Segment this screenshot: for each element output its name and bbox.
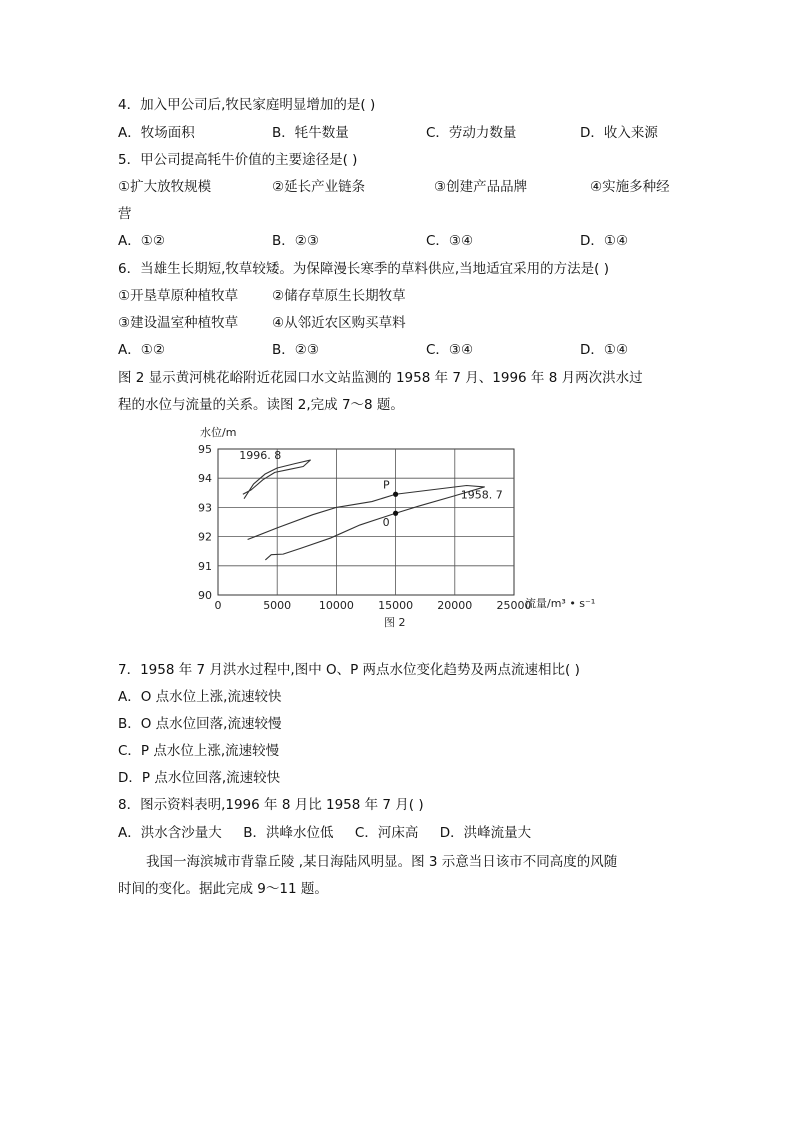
q5-item-4-wrap: 营 — [118, 206, 132, 222]
series-label-0: 1996. 8 — [239, 449, 282, 463]
marked-point-label-1: 0 — [382, 516, 390, 530]
q5-option-d: D．①④ — [580, 233, 629, 249]
x-tick-label: 0 — [214, 599, 222, 612]
q6-option-b: B．②③ — [272, 342, 319, 358]
marked-point-label-0: P — [382, 478, 390, 492]
marked-point-1 — [393, 511, 398, 516]
y-axis-title: 水位/m — [200, 426, 237, 439]
q4-option-a: A．牧场面积 — [118, 125, 195, 141]
q6-option-a: A．①② — [118, 342, 165, 358]
y-tick-label: 92 — [198, 530, 212, 544]
x-axis-title: 流量/m³ • s⁻¹ — [525, 597, 596, 610]
fig2-intro-line1: 图 2 显示黄河桃花峪附近花园口水文站监测的 1958 年 7 月、1996 年 8 月两次洪水过 — [118, 370, 643, 386]
q6-option-d: D．①④ — [580, 342, 629, 358]
q6-item-1: ①开垦草原种植牧草 — [118, 288, 239, 304]
water-level-flow-chart — [180, 420, 600, 635]
q5-option-a: A．①② — [118, 233, 165, 249]
series-line-0 — [243, 460, 310, 499]
fig3-intro-line1: 我国一海滨城市背靠丘陵 ,某日海陆风明显。图 3 示意当日该市不同高度的风随 — [146, 854, 618, 870]
y-tick-label: 95 — [198, 443, 212, 456]
y-tick-label: 94 — [198, 472, 212, 486]
x-tick-label: 10000 — [318, 599, 354, 612]
plot-frame — [218, 449, 514, 595]
q7-option-d: D．P 点水位回落,流速较快 — [118, 770, 281, 786]
x-tick-label: 15000 — [378, 599, 414, 612]
q6-option-c: C．③④ — [426, 342, 474, 358]
q6-item-4: ④从邻近农区购买草料 — [272, 315, 406, 331]
q5-option-b: B．②③ — [272, 233, 319, 249]
q7-stem: 7．1958 年 7 月洪水过程中,图中 O、P 两点水位变化趋势及两点流速相比( ) — [118, 662, 580, 678]
q6-stem: 6．当雄生长期短,牧草较矮。为保障漫长寒季的草料供应,当地适宜采用的方法是( ) — [118, 261, 609, 277]
q5-item-1: ①扩大放牧规模 — [118, 179, 212, 195]
q7-option-a: A．O 点水位上涨,流速较快 — [118, 689, 282, 705]
q4-option-d: D．收入来源 — [580, 125, 658, 141]
q7-option-b: B．O 点水位回落,流速较慢 — [118, 716, 282, 732]
x-tick-label: 20000 — [437, 599, 473, 612]
x-tick-label: 25000 — [496, 599, 532, 612]
q5-option-c: C．③④ — [426, 233, 474, 249]
series-label-1: 1958. 7 — [460, 488, 503, 502]
q6-item-2: ②储存草原生长期牧草 — [272, 288, 406, 304]
q4-stem: 4．加入甲公司后,牧民家庭明显增加的是( ) — [118, 97, 376, 113]
q5-item-4: ④实施多种经 — [590, 179, 670, 195]
y-tick-label: 90 — [198, 589, 212, 602]
chart-series — [239, 449, 502, 560]
fig2-intro-line2: 程的水位与流量的关系。读图 2,完成 7～8 题。 — [118, 397, 404, 413]
chart-grid — [218, 449, 514, 595]
y-tick-label: 91 — [198, 559, 212, 573]
fig3-intro-line2: 时间的变化。据此完成 9～11 题。 — [118, 881, 328, 897]
series-line-1 — [248, 486, 485, 560]
marked-point-0 — [393, 492, 398, 497]
q4-option-b: B．牦牛数量 — [272, 125, 349, 141]
q8-stem: 8．图示资料表明,1996 年 8 月比 1958 年 7 月( ) — [118, 797, 424, 813]
y-tick-label: 93 — [198, 501, 212, 515]
q5-stem: 5．甲公司提高牦牛价值的主要途径是( ) — [118, 152, 358, 168]
q5-item-2: ②延长产业链条 — [272, 179, 366, 195]
x-tick-label: 5000 — [263, 599, 292, 612]
chart-ticks — [198, 443, 532, 612]
figure-caption: 图 2 — [384, 616, 406, 629]
q5-item-3: ③创建产品品牌 — [434, 179, 528, 195]
q7-option-c: C．P 点水位上涨,流速较慢 — [118, 743, 280, 759]
q8-options: A．洪水含沙量大 B．洪峰水位低 C．河床高 D．洪峰流量大 — [118, 825, 532, 841]
q6-item-3: ③建设温室种植牧草 — [118, 315, 239, 331]
q4-option-c: C．劳动力数量 — [426, 125, 517, 141]
